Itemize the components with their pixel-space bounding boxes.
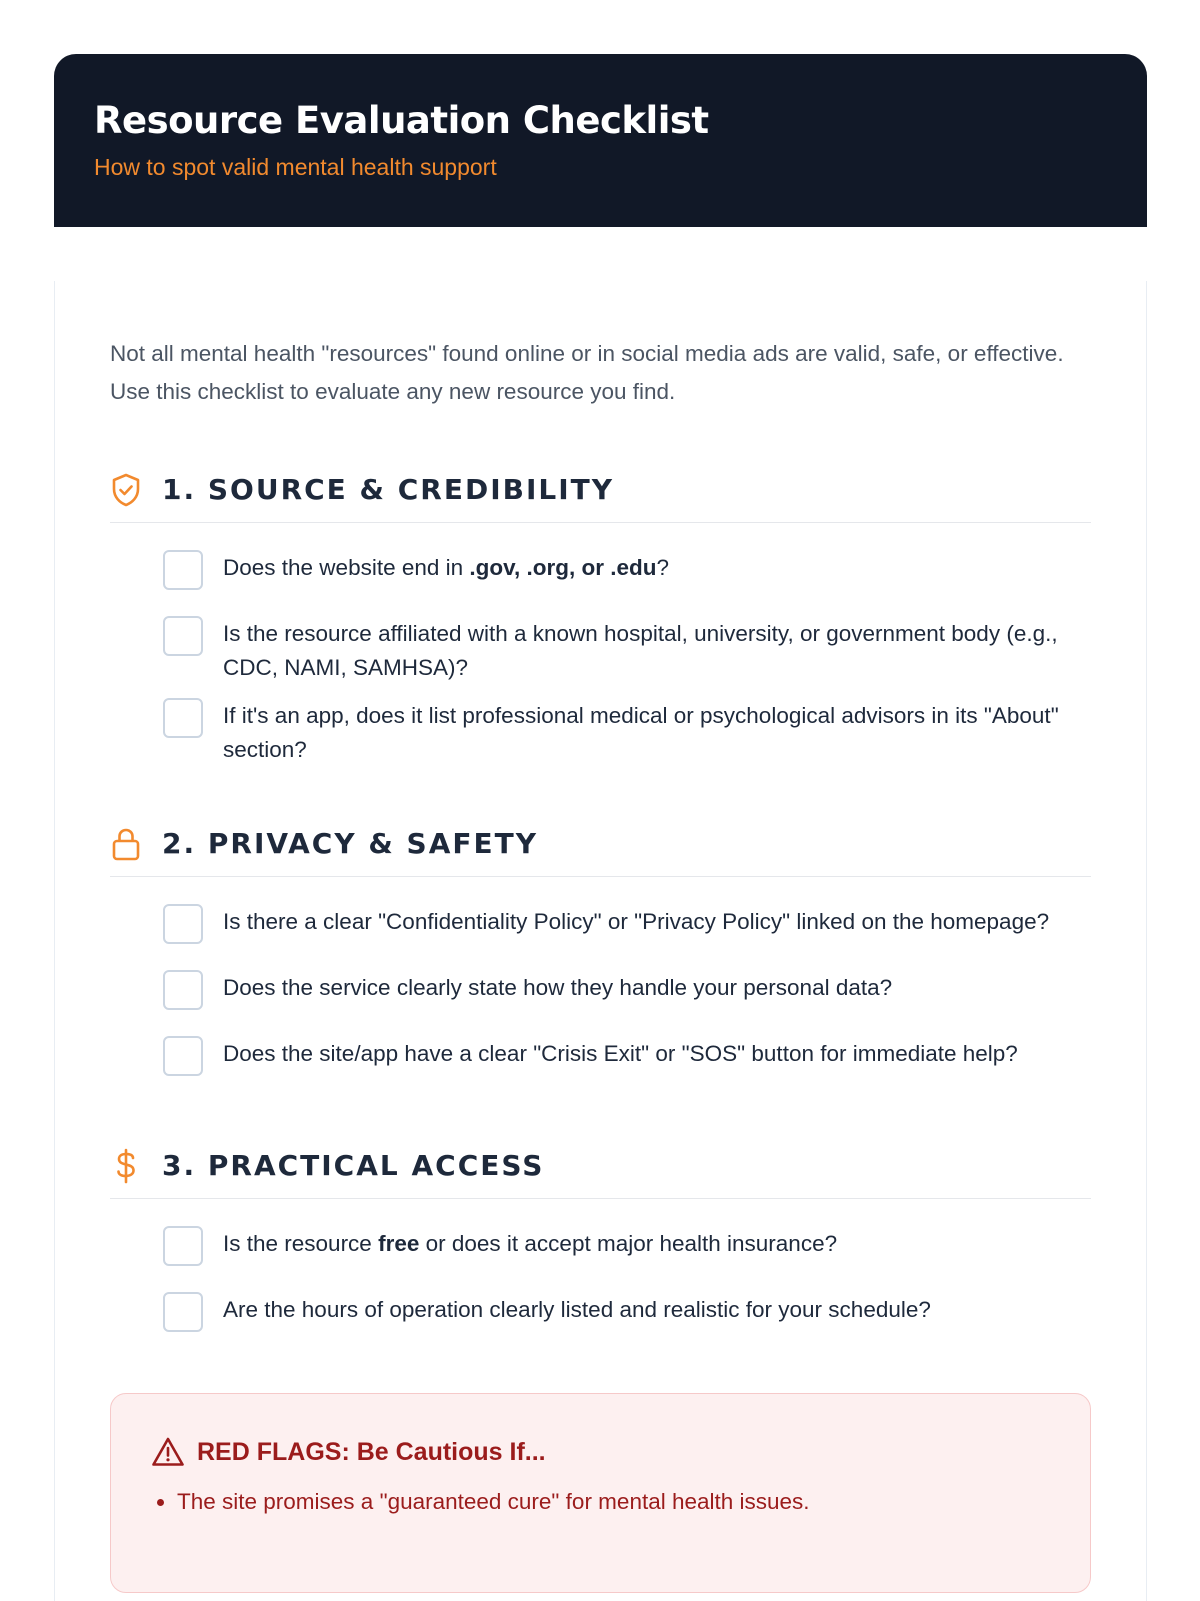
page-subtitle: How to spot valid mental health support bbox=[94, 154, 497, 180]
item-text: Are the hours of operation clearly listed and realistic for your schedule? bbox=[223, 1297, 931, 1322]
section-header-access bbox=[110, 1145, 1091, 1199]
item-text-part: Does the website end in bbox=[223, 555, 470, 580]
checklist-item bbox=[163, 615, 1091, 685]
item-text bbox=[223, 1225, 837, 1261]
item-text: If it's an app, does it list professional medical or psychological advisors in its "About" section? bbox=[223, 703, 1059, 762]
item-text-part: ? bbox=[656, 555, 670, 580]
section-header-source bbox=[110, 469, 1091, 523]
checklist-item bbox=[163, 549, 1091, 603]
warning-icon bbox=[151, 1436, 185, 1468]
red-flag-item: • The site promises a "guaranteed cure" for mental health issues. bbox=[177, 1482, 1050, 1522]
section-title: 3. PRACTICAL ACCESS bbox=[162, 1149, 545, 1182]
item-text: Does the site/app have a clear "Crisis Exit" or "SOS" button for immediate help? bbox=[223, 1041, 1018, 1066]
section-header-privacy bbox=[110, 823, 1091, 877]
item-text-part: or does it accept major health insurance? bbox=[419, 1231, 838, 1256]
item-checkbox[interactable] bbox=[163, 970, 203, 1010]
item-text: Does the service clearly state how they handle your personal data? bbox=[223, 975, 893, 1000]
page-header bbox=[54, 54, 1147, 227]
item-checkbox[interactable] bbox=[163, 550, 203, 590]
shield-check-icon bbox=[110, 472, 142, 508]
checklist-item bbox=[163, 903, 1091, 957]
checklist-card bbox=[54, 281, 1147, 1601]
lock-icon bbox=[110, 826, 142, 862]
intro-text: Not all mental health "resources" found online or in social media ads are valid, safe, or effective. Use this checklist to evaluate any new resource you find. bbox=[110, 341, 1064, 404]
item-text bbox=[223, 549, 669, 585]
section-title: 1. SOURCE & CREDIBILITY bbox=[162, 473, 615, 506]
section-title: 2. PRIVACY & SAFETY bbox=[162, 827, 539, 860]
item-checkbox[interactable] bbox=[163, 1036, 203, 1076]
item-checkbox[interactable] bbox=[163, 904, 203, 944]
red-flags-list bbox=[151, 1482, 1050, 1522]
red-flags-box bbox=[110, 1393, 1091, 1593]
item-checkbox[interactable] bbox=[163, 1292, 203, 1332]
item-checkbox[interactable] bbox=[163, 698, 203, 738]
checklist-page bbox=[54, 54, 1147, 1601]
item-checkbox[interactable] bbox=[163, 1226, 203, 1266]
page-title: Resource Evaluation Checklist bbox=[94, 99, 709, 142]
dollar-icon bbox=[110, 1148, 142, 1184]
item-text: Is the resource affiliated with a known hospital, university, or government body (e.g., CDC, NAMI, SAMHSA)? bbox=[223, 621, 1058, 680]
checklist-item bbox=[163, 969, 1091, 1023]
item-text-bold: free bbox=[378, 1231, 420, 1256]
item-text: Is there a clear "Confidentiality Policy" or "Privacy Policy" linked on the homepage? bbox=[223, 909, 1050, 934]
section-items-source bbox=[110, 523, 1091, 767]
red-flags-title: RED FLAGS: Be Cautious If... bbox=[197, 1437, 546, 1466]
red-flags-header bbox=[151, 1436, 1050, 1468]
section-items-access bbox=[110, 1199, 1091, 1345]
checklist-item bbox=[163, 1035, 1091, 1089]
item-text-bold: .gov, .org, or .edu bbox=[469, 555, 657, 580]
checklist-item bbox=[163, 697, 1091, 767]
item-checkbox[interactable] bbox=[163, 616, 203, 656]
checklist-item bbox=[163, 1291, 1091, 1345]
section-items-privacy bbox=[110, 877, 1091, 1089]
checklist-item bbox=[163, 1225, 1091, 1279]
item-text-part: Is the resource bbox=[223, 1231, 379, 1256]
